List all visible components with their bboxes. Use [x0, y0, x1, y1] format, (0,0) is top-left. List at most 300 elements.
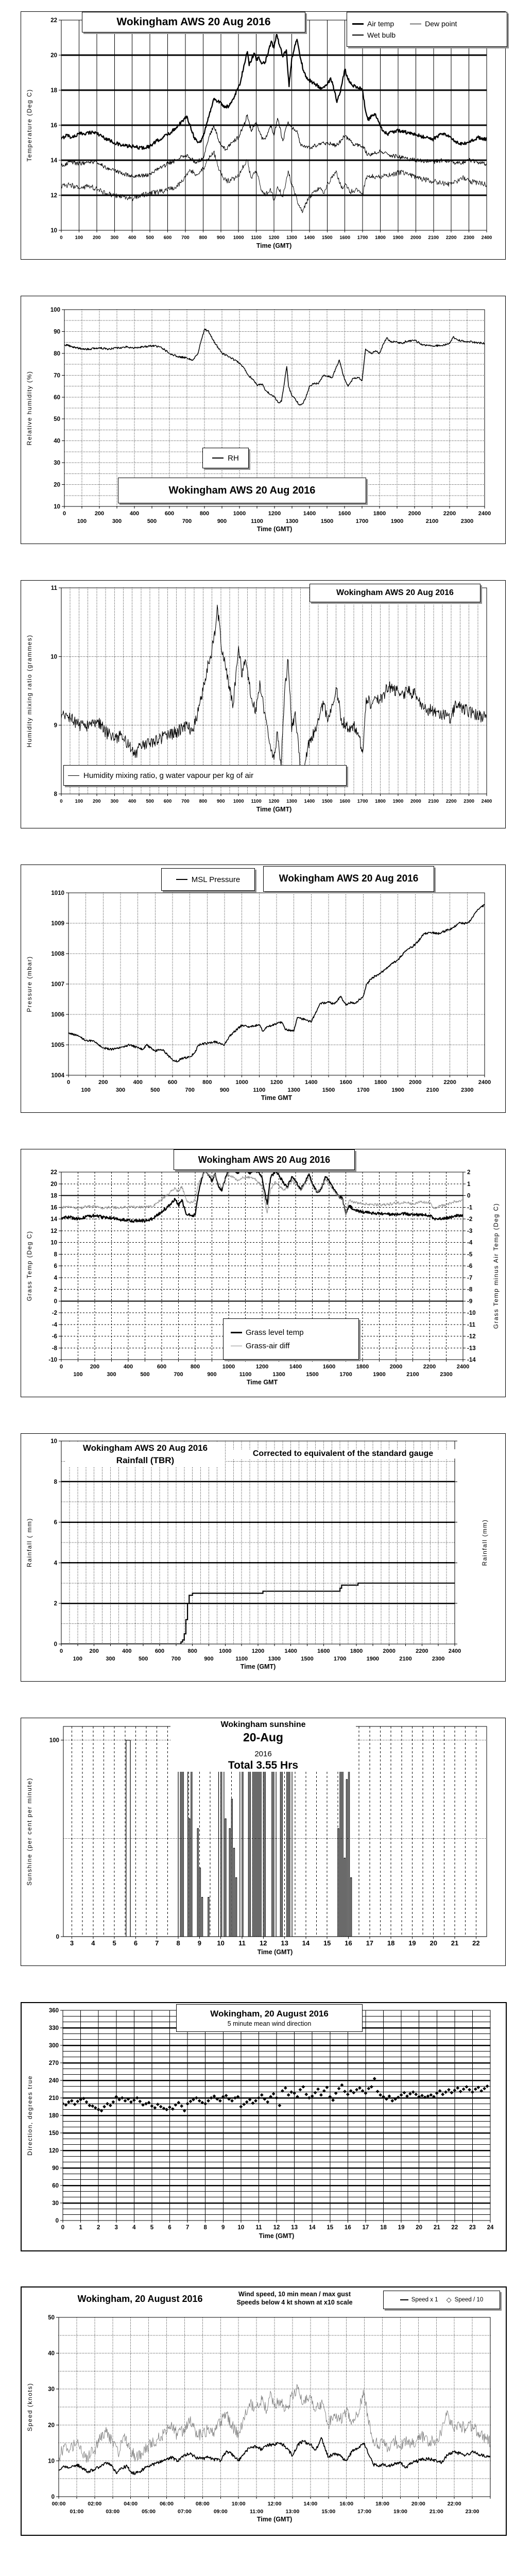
- svg-text:700: 700: [182, 518, 192, 524]
- svg-text:2200: 2200: [445, 799, 457, 804]
- svg-text:Time GMT: Time GMT: [246, 1379, 278, 1386]
- svg-text:400: 400: [128, 235, 136, 240]
- svg-text:10: 10: [50, 1240, 57, 1246]
- svg-text:10: 10: [217, 1939, 225, 1947]
- svg-text:9: 9: [54, 722, 57, 729]
- svg-text:1700: 1700: [357, 799, 368, 804]
- wind-direction-title: Wokingham, 20 August 2016: [210, 2009, 329, 2019]
- svg-text:1000: 1000: [222, 1364, 235, 1370]
- svg-text:1900: 1900: [391, 1087, 404, 1093]
- svg-text:1800: 1800: [356, 1364, 369, 1370]
- svg-text:1400: 1400: [303, 511, 316, 517]
- svg-text:80: 80: [54, 350, 60, 357]
- svg-text:100: 100: [75, 799, 83, 804]
- svg-text:-2: -2: [467, 1216, 473, 1223]
- svg-text:16: 16: [344, 2225, 351, 2231]
- svg-text:07:00: 07:00: [177, 2509, 192, 2515]
- svg-text:1000: 1000: [233, 235, 244, 240]
- rainfall-title-line2: Rainfall (TBR): [116, 1455, 175, 1465]
- temperature-legend: [347, 12, 507, 47]
- wind-direction-subtitle: 5 minute mean wind direction: [227, 2020, 312, 2027]
- svg-text:700: 700: [174, 1371, 183, 1378]
- svg-text:2: 2: [54, 1286, 57, 1293]
- pressure-canvas: [21, 865, 505, 1112]
- svg-text:500: 500: [146, 235, 154, 240]
- chart-title: Wokingham AWS 20 Aug 2016: [118, 478, 366, 503]
- svg-text:15: 15: [327, 2225, 334, 2231]
- svg-text:18: 18: [50, 1193, 57, 1199]
- svg-text:Rainfall (mm): Rainfall (mm): [481, 1519, 488, 1566]
- svg-text:30: 30: [52, 2200, 59, 2207]
- svg-text:18: 18: [380, 2225, 387, 2231]
- svg-text:Time (GMT): Time (GMT): [256, 242, 292, 249]
- svg-text:6: 6: [54, 1519, 57, 1526]
- svg-text:30: 30: [48, 2386, 55, 2393]
- wind-speed-notes: [212, 2291, 377, 2306]
- svg-text:8: 8: [54, 1251, 57, 1258]
- pressure-legend: [161, 868, 255, 891]
- svg-text:2400: 2400: [478, 511, 491, 517]
- svg-text:0: 0: [66, 1079, 71, 1086]
- msl-pressure-line-icon: [176, 879, 187, 880]
- svg-text:1300: 1300: [287, 1087, 300, 1093]
- svg-text:7: 7: [185, 2225, 190, 2231]
- svg-text:19: 19: [398, 2225, 405, 2231]
- svg-text:2300: 2300: [440, 1371, 453, 1378]
- svg-text:600: 600: [164, 511, 175, 517]
- svg-text:10: 10: [48, 2458, 55, 2465]
- svg-text:6: 6: [133, 1939, 138, 1947]
- sunshine-header: [170, 1720, 356, 1772]
- legend-air-temp: Air temp: [367, 20, 394, 28]
- svg-text:400: 400: [123, 1364, 133, 1370]
- svg-text:8: 8: [203, 2225, 207, 2231]
- svg-text:1005: 1005: [51, 1042, 64, 1048]
- svg-text:90: 90: [52, 2165, 59, 2172]
- svg-text:-1: -1: [467, 1205, 473, 1211]
- svg-text:16: 16: [345, 1939, 352, 1947]
- svg-text:500: 500: [140, 1371, 150, 1378]
- svg-text:22: 22: [472, 1939, 480, 1947]
- chart-relative-humidity: [21, 296, 506, 544]
- svg-text:2200: 2200: [443, 511, 456, 517]
- svg-text:1100: 1100: [253, 1087, 266, 1093]
- svg-text:17:00: 17:00: [357, 2509, 372, 2515]
- svg-text:2200: 2200: [443, 1079, 456, 1086]
- svg-text:1900: 1900: [392, 799, 404, 804]
- svg-text:-4: -4: [52, 1321, 57, 1328]
- svg-text:900: 900: [217, 518, 227, 524]
- svg-text:0: 0: [55, 2218, 59, 2224]
- svg-text:Time (GMT): Time (GMT): [256, 2516, 293, 2523]
- svg-text:1400: 1400: [305, 1079, 318, 1086]
- svg-text:100: 100: [73, 1371, 83, 1378]
- svg-text:1200: 1200: [270, 1079, 283, 1086]
- mixing-ratio-canvas: [21, 581, 505, 828]
- svg-text:-3: -3: [467, 1228, 473, 1234]
- legend-mixing-ratio: Humidity mixing ratio, g water vapour per kg of air: [83, 771, 254, 780]
- legend-wet-bulb: Wet bulb: [367, 31, 396, 39]
- svg-text:1000: 1000: [233, 511, 246, 517]
- svg-text:1700: 1700: [339, 1371, 352, 1378]
- svg-text:1400: 1400: [304, 235, 315, 240]
- svg-text:270: 270: [48, 2060, 59, 2066]
- svg-text:2: 2: [467, 1170, 471, 1176]
- svg-text:11:00: 11:00: [249, 2509, 264, 2515]
- svg-text:09:00: 09:00: [213, 2509, 228, 2515]
- svg-text:9: 9: [197, 1939, 201, 1947]
- svg-text:21: 21: [451, 1939, 459, 1947]
- svg-text:1800: 1800: [374, 1079, 387, 1086]
- svg-text:1: 1: [467, 1181, 471, 1188]
- svg-text:1800: 1800: [375, 799, 386, 804]
- svg-text:1700: 1700: [357, 1087, 370, 1093]
- svg-text:2000: 2000: [410, 799, 421, 804]
- svg-text:-14: -14: [467, 1357, 476, 1363]
- svg-text:50: 50: [48, 2315, 55, 2321]
- svg-text:600: 600: [163, 235, 172, 240]
- svg-text:-10: -10: [467, 1310, 476, 1316]
- svg-text:1900: 1900: [392, 235, 404, 240]
- svg-text:1300: 1300: [286, 235, 297, 240]
- svg-text:330: 330: [48, 2025, 59, 2031]
- svg-text:2100: 2100: [428, 799, 439, 804]
- svg-text:700: 700: [181, 799, 190, 804]
- svg-text:1300: 1300: [268, 1656, 281, 1662]
- svg-text:Grass Temp (Deg C): Grass Temp (Deg C): [26, 1230, 33, 1301]
- legend-speed-x1: Speed x 1: [411, 2297, 438, 2303]
- svg-text:8: 8: [176, 1939, 180, 1947]
- svg-text:08:00: 08:00: [195, 2501, 210, 2507]
- svg-text:1100: 1100: [235, 1656, 248, 1662]
- svg-text:12: 12: [50, 1228, 57, 1234]
- svg-text:600: 600: [167, 1079, 178, 1086]
- svg-text:900: 900: [219, 1087, 230, 1093]
- svg-text:Time (GMT): Time (GMT): [259, 2232, 295, 2240]
- svg-text:1800: 1800: [373, 511, 386, 517]
- svg-text:1007: 1007: [51, 981, 64, 988]
- svg-text:21:00: 21:00: [429, 2509, 443, 2515]
- svg-text:Time (GMT): Time (GMT): [256, 806, 292, 813]
- svg-text:1200: 1200: [268, 235, 280, 240]
- legend-speed-div10: Speed / 10: [454, 2297, 484, 2303]
- svg-text:1800: 1800: [375, 235, 386, 240]
- svg-text:500: 500: [146, 799, 154, 804]
- svg-text:18: 18: [387, 1939, 395, 1947]
- svg-text:14:00: 14:00: [303, 2501, 318, 2507]
- wind-speed-legend: [383, 2291, 500, 2309]
- grass-temp-legend: [223, 1318, 359, 1360]
- svg-text:500: 500: [147, 518, 157, 524]
- svg-text:-10: -10: [48, 1357, 57, 1363]
- svg-text:2300: 2300: [464, 799, 474, 804]
- svg-text:Time (GMT): Time (GMT): [257, 1948, 293, 1956]
- svg-text:10: 10: [50, 1438, 57, 1445]
- svg-text:20:00: 20:00: [411, 2501, 425, 2507]
- svg-text:Humidity mixing ratio (grammes: Humidity mixing ratio (grammes): [26, 634, 33, 748]
- svg-text:2: 2: [96, 2225, 100, 2231]
- chart-title: Wokingham AWS 20 Aug 2016: [82, 12, 305, 32]
- svg-text:0: 0: [59, 1364, 63, 1370]
- svg-text:-8: -8: [467, 1286, 473, 1293]
- svg-text:1200: 1200: [255, 1364, 269, 1370]
- svg-text:360: 360: [48, 2008, 59, 2014]
- air-temp-line-icon: [352, 23, 364, 25]
- svg-text:15: 15: [323, 1939, 331, 1947]
- svg-text:1: 1: [79, 2225, 82, 2231]
- svg-text:21: 21: [433, 2225, 440, 2231]
- svg-text:2100: 2100: [406, 1371, 419, 1378]
- legend-grass-air-diff: Grass-air diff: [246, 1341, 290, 1350]
- legend-rh: RH: [228, 453, 239, 463]
- svg-text:1600: 1600: [339, 235, 351, 240]
- svg-text:2000: 2000: [383, 1648, 396, 1654]
- svg-text:4: 4: [54, 1275, 57, 1281]
- svg-text:-8: -8: [52, 1345, 57, 1352]
- svg-text:11: 11: [238, 1939, 246, 1947]
- svg-text:1100: 1100: [251, 518, 263, 524]
- svg-text:1200: 1200: [251, 1648, 265, 1654]
- svg-text:100: 100: [50, 307, 60, 313]
- legend-msl-pressure: MSL Pressure: [191, 875, 241, 884]
- temperature-canvas: [21, 12, 505, 259]
- svg-text:4: 4: [54, 1560, 57, 1567]
- svg-text:800: 800: [187, 1648, 197, 1654]
- svg-text:1300: 1300: [285, 518, 299, 524]
- svg-text:4: 4: [91, 1939, 95, 1947]
- svg-text:0: 0: [60, 235, 63, 240]
- svg-text:2200: 2200: [445, 235, 457, 240]
- sunshine-date: 20-Aug: [243, 1731, 283, 1744]
- svg-text:Time GMT: Time GMT: [261, 1094, 293, 1101]
- svg-text:2400: 2400: [448, 1648, 461, 1654]
- svg-text:0: 0: [56, 1934, 59, 1940]
- svg-text:-4: -4: [467, 1240, 473, 1246]
- svg-text:2000: 2000: [389, 1364, 403, 1370]
- svg-text:700: 700: [171, 1656, 181, 1662]
- svg-text:1700: 1700: [355, 518, 369, 524]
- svg-text:1000: 1000: [219, 1648, 232, 1654]
- svg-text:20: 20: [430, 1939, 437, 1947]
- svg-text:1500: 1500: [306, 1371, 319, 1378]
- sunshine-total: Total 3.55 Hrs: [228, 1759, 299, 1771]
- svg-text:1400: 1400: [284, 1648, 297, 1654]
- svg-text:0: 0: [54, 1641, 57, 1648]
- svg-text:05:00: 05:00: [142, 2509, 156, 2515]
- chart-rainfall: [21, 1433, 506, 1682]
- svg-text:500: 500: [138, 1656, 148, 1662]
- svg-text:20: 20: [48, 2422, 55, 2429]
- svg-text:03:00: 03:00: [106, 2509, 120, 2515]
- svg-text:12:00: 12:00: [267, 2501, 282, 2507]
- grass-temp-canvas: [21, 1149, 505, 1397]
- svg-text:5: 5: [112, 1939, 116, 1947]
- svg-text:200: 200: [89, 1648, 99, 1654]
- svg-text:1004: 1004: [51, 1073, 64, 1079]
- svg-text:8: 8: [54, 1479, 57, 1485]
- svg-text:-2: -2: [52, 1310, 57, 1316]
- svg-text:2400: 2400: [481, 235, 492, 240]
- svg-text:1300: 1300: [286, 799, 297, 804]
- svg-text:40: 40: [54, 438, 60, 445]
- svg-text:1008: 1008: [51, 951, 64, 957]
- svg-text:0: 0: [467, 1193, 471, 1199]
- svg-text:Grass Temp minus Air Temp (Deg: Grass Temp minus Air Temp (Deg C): [492, 1202, 500, 1329]
- svg-text:300: 300: [115, 1087, 126, 1093]
- svg-text:1200: 1200: [268, 799, 280, 804]
- svg-text:900: 900: [216, 799, 225, 804]
- chart-sunshine: [21, 1718, 506, 1966]
- svg-text:12: 12: [273, 2225, 280, 2231]
- svg-text:300: 300: [107, 1371, 116, 1378]
- svg-text:150: 150: [48, 2130, 59, 2137]
- svg-text:1900: 1900: [390, 518, 404, 524]
- svg-text:16:00: 16:00: [339, 2501, 354, 2507]
- svg-text:1400: 1400: [289, 1364, 302, 1370]
- svg-text:2400: 2400: [456, 1364, 470, 1370]
- svg-text:22: 22: [50, 18, 57, 24]
- svg-text:40: 40: [48, 2350, 55, 2357]
- svg-text:6: 6: [168, 2225, 171, 2231]
- svg-text:19:00: 19:00: [393, 2509, 407, 2515]
- chart-grass-temp: [21, 1149, 506, 1397]
- svg-text:800: 800: [190, 1364, 200, 1370]
- svg-text:100: 100: [77, 518, 87, 524]
- svg-text:Sunshine (per cent per minute): Sunshine (per cent per minute): [26, 1777, 33, 1886]
- svg-text:100: 100: [49, 1737, 59, 1744]
- mixing-ratio-line-icon: [68, 775, 79, 776]
- svg-text:1700: 1700: [333, 1656, 347, 1662]
- svg-text:1010: 1010: [51, 890, 64, 896]
- wind-speed-note2: Speeds below 4 kt shown at x10 scale: [236, 2299, 353, 2306]
- svg-text:0: 0: [51, 2494, 55, 2500]
- speed-div10-diamond-icon: ◇: [446, 2296, 452, 2303]
- svg-text:800: 800: [202, 1079, 212, 1086]
- svg-text:1100: 1100: [239, 1371, 252, 1378]
- chart-title: Wokingham AWS 20 Aug 2016: [263, 866, 434, 892]
- svg-text:6: 6: [54, 1263, 57, 1269]
- svg-text:22: 22: [451, 2225, 458, 2231]
- svg-text:12: 12: [260, 1939, 267, 1947]
- svg-text:Time (GMT): Time (GMT): [256, 526, 293, 533]
- svg-text:01:00: 01:00: [70, 2509, 84, 2515]
- wind-direction-canvas: [22, 2003, 506, 2250]
- svg-text:18: 18: [50, 88, 57, 94]
- svg-text:11: 11: [50, 585, 57, 591]
- svg-text:600: 600: [157, 1364, 167, 1370]
- svg-text:-6: -6: [52, 1333, 57, 1340]
- svg-text:1006: 1006: [51, 1012, 64, 1018]
- legend-row: [352, 31, 396, 39]
- svg-text:1200: 1200: [268, 511, 281, 517]
- svg-text:300: 300: [110, 799, 119, 804]
- svg-text:10: 10: [50, 654, 57, 660]
- svg-text:180: 180: [48, 2113, 59, 2119]
- svg-text:800: 800: [199, 511, 210, 517]
- legend-row: [352, 20, 457, 28]
- legend-dew-point: Dew point: [425, 20, 457, 28]
- svg-text:13: 13: [281, 1939, 288, 1947]
- svg-text:200: 200: [94, 511, 105, 517]
- humidity-canvas: [21, 296, 505, 544]
- svg-text:400: 400: [133, 1079, 143, 1086]
- svg-text:300: 300: [106, 1656, 115, 1662]
- svg-text:14: 14: [50, 1216, 57, 1223]
- chart-wind-direction: [21, 2002, 507, 2251]
- svg-text:60: 60: [52, 2183, 59, 2189]
- svg-text:8: 8: [54, 791, 57, 798]
- svg-text:1300: 1300: [272, 1371, 285, 1378]
- svg-text:3: 3: [70, 1939, 74, 1947]
- svg-text:13: 13: [291, 2225, 298, 2231]
- svg-text:20: 20: [416, 2225, 423, 2231]
- svg-text:2300: 2300: [460, 518, 474, 524]
- svg-text:0: 0: [62, 511, 66, 517]
- svg-text:60: 60: [54, 394, 60, 401]
- svg-text:-12: -12: [467, 1333, 476, 1340]
- svg-text:30: 30: [54, 460, 60, 467]
- svg-text:300: 300: [112, 518, 122, 524]
- svg-text:210: 210: [48, 2095, 59, 2102]
- svg-text:1500: 1500: [301, 1656, 314, 1662]
- svg-text:19: 19: [408, 1939, 416, 1947]
- svg-text:14: 14: [302, 1939, 310, 1947]
- svg-text:1800: 1800: [350, 1648, 363, 1654]
- svg-text:-11: -11: [467, 1321, 475, 1328]
- svg-text:2200: 2200: [423, 1364, 436, 1370]
- svg-text:1600: 1600: [339, 799, 351, 804]
- wind-speed-title: Wokingham, 20 August 2016: [63, 2294, 217, 2304]
- rainfall-header-right: Corrected to equivalent of the standard gauge: [227, 1449, 459, 1459]
- mixing-ratio-legend: [63, 765, 347, 786]
- svg-text:2: 2: [54, 1601, 57, 1607]
- svg-text:50: 50: [54, 416, 60, 423]
- svg-text:1500: 1500: [320, 518, 334, 524]
- svg-text:600: 600: [163, 799, 172, 804]
- svg-text:-5: -5: [467, 1251, 473, 1258]
- svg-text:2100: 2100: [425, 518, 439, 524]
- legend-grass-level: Grass level temp: [246, 1328, 304, 1337]
- svg-text:1600: 1600: [338, 511, 351, 517]
- speed-x1-line-icon: [400, 2299, 408, 2300]
- svg-text:1100: 1100: [251, 799, 262, 804]
- svg-text:1000: 1000: [233, 799, 244, 804]
- svg-text:0: 0: [54, 1298, 57, 1305]
- wet-bulb-line-icon: [352, 35, 364, 36]
- humidity-legend: [202, 448, 249, 468]
- svg-text:0: 0: [61, 2225, 65, 2231]
- svg-text:400: 400: [128, 799, 136, 804]
- svg-text:20: 20: [50, 1181, 57, 1188]
- svg-text:1009: 1009: [51, 921, 64, 927]
- svg-text:4: 4: [132, 2225, 136, 2231]
- svg-text:100: 100: [75, 235, 83, 240]
- chart-pressure: [21, 865, 506, 1113]
- svg-text:22: 22: [50, 1170, 57, 1176]
- svg-text:-13: -13: [467, 1345, 476, 1352]
- chart-mixing-ratio: [21, 580, 506, 828]
- svg-text:1700: 1700: [357, 235, 368, 240]
- grass-level-temp-line-icon: [231, 1332, 242, 1333]
- svg-text:Speed (knots): Speed (knots): [26, 2382, 33, 2432]
- svg-text:18:00: 18:00: [375, 2501, 389, 2507]
- svg-text:16: 16: [50, 1205, 57, 1211]
- svg-text:900: 900: [216, 235, 225, 240]
- rh-line-icon: [212, 457, 224, 459]
- rainfall-canvas: [21, 1434, 505, 1681]
- svg-text:2300: 2300: [461, 1087, 474, 1093]
- svg-text:23:00: 23:00: [465, 2509, 479, 2515]
